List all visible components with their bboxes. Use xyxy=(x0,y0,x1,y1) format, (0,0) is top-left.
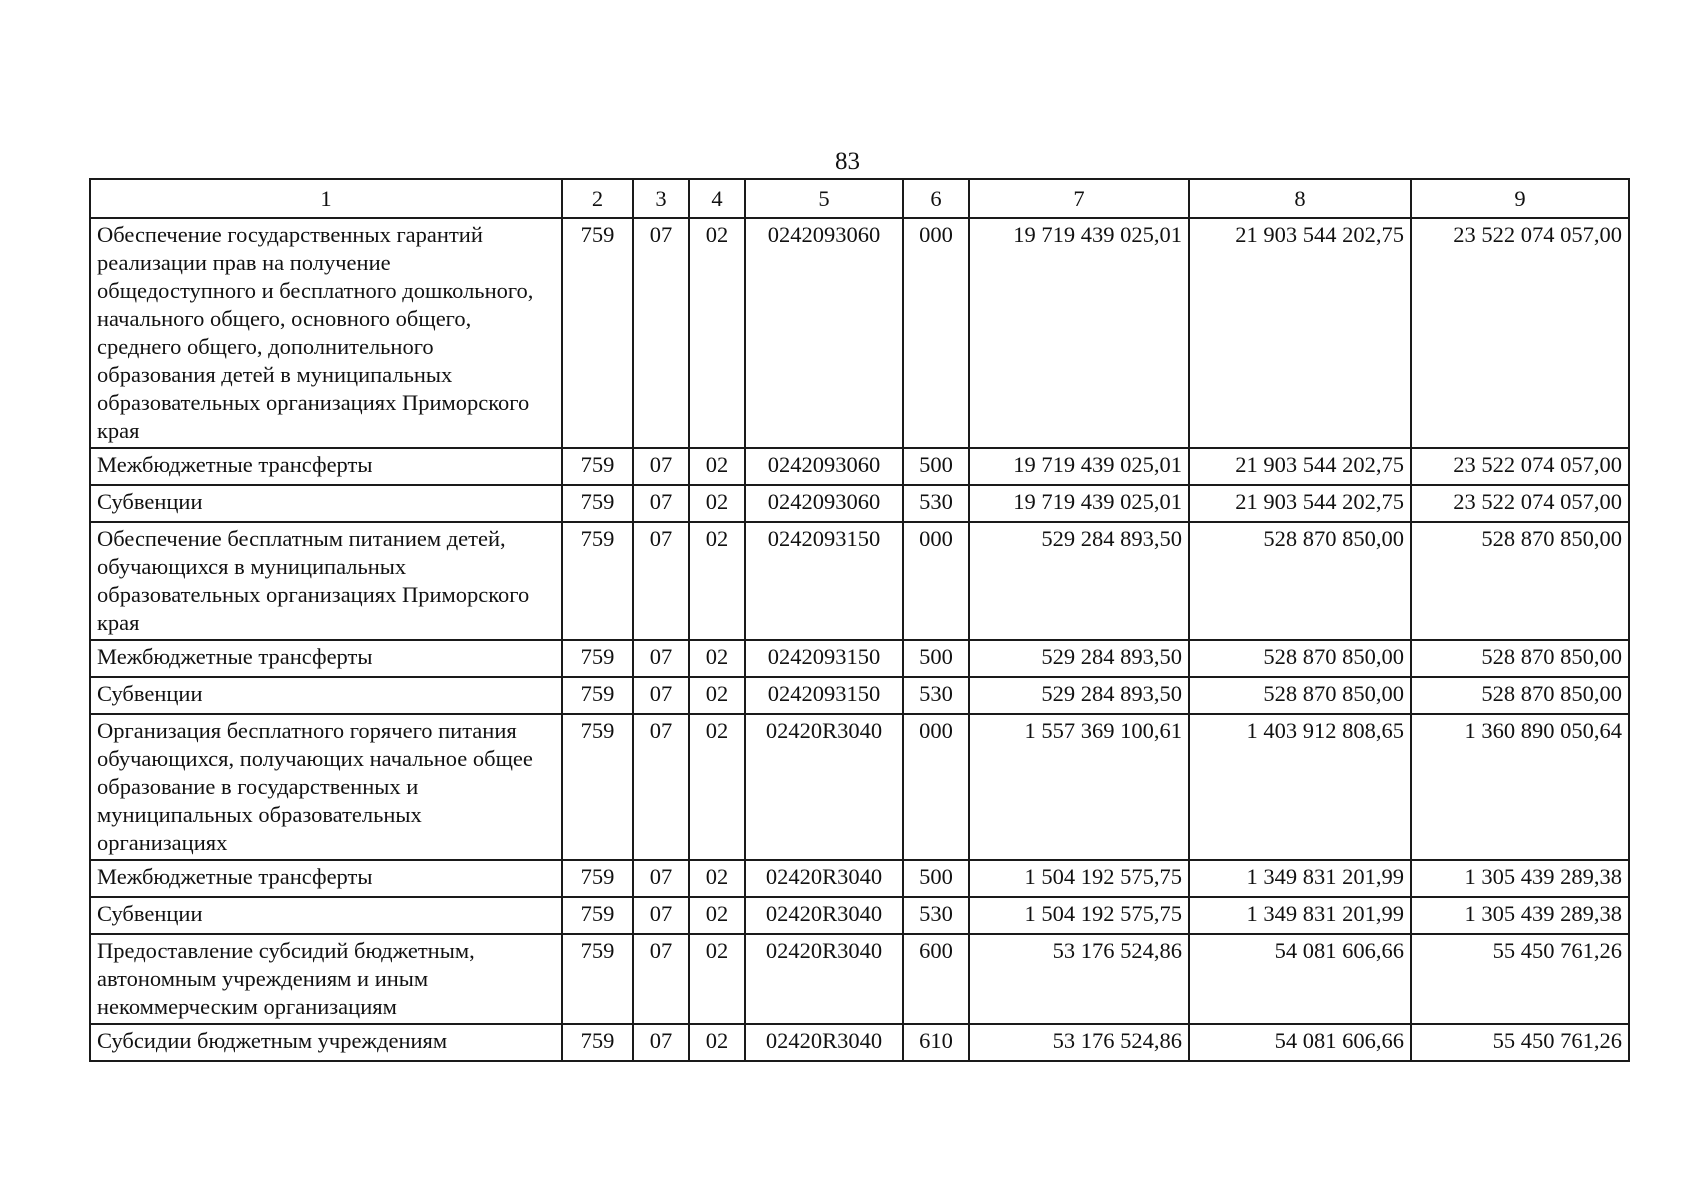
amount-col7: 1 504 192 575,75 xyxy=(969,860,1189,897)
expense-type-code: 600 xyxy=(903,934,969,1024)
section-code: 07 xyxy=(633,448,689,485)
expense-type-code: 530 xyxy=(903,677,969,714)
target-article-code: 0242093060 xyxy=(745,485,903,522)
table-row xyxy=(90,860,1629,897)
amount-col8: 1 349 831 201,99 xyxy=(1189,860,1411,897)
row-name: Обеспечение государственных гарантий реализации прав на получение общедоступного и бесплатного дошкольного, начального общего, основного общего, среднего общего, дополнительного образования детей в муниципальных образовательных организациях Приморского края xyxy=(90,218,562,448)
table-row xyxy=(90,522,1629,640)
row-name: Субвенции xyxy=(90,677,562,714)
expense-type-code: 000 xyxy=(903,522,969,640)
amount-col7: 53 176 524,86 xyxy=(969,1024,1189,1061)
amount-col7: 529 284 893,50 xyxy=(969,640,1189,677)
row-name: Организация бесплатного горячего питания обучающихся, получающих начальное общее образование в государственных и муниципальных образовательных организациях xyxy=(90,714,562,860)
header-row xyxy=(90,179,1629,218)
amount-col8: 528 870 850,00 xyxy=(1189,640,1411,677)
ministry-code: 759 xyxy=(562,860,633,897)
target-article-code: 0242093060 xyxy=(745,218,903,448)
target-article-code: 02420R3040 xyxy=(745,1024,903,1061)
target-article-code: 02420R3040 xyxy=(745,897,903,934)
header-cell: 5 xyxy=(745,179,903,218)
subsection-code: 02 xyxy=(689,677,745,714)
target-article-code: 0242093150 xyxy=(745,640,903,677)
ministry-code: 759 xyxy=(562,934,633,1024)
amount-col7: 529 284 893,50 xyxy=(969,677,1189,714)
header-cell: 3 xyxy=(633,179,689,218)
subsection-code: 02 xyxy=(689,1024,745,1061)
target-article-code: 02420R3040 xyxy=(745,714,903,860)
amount-col7: 529 284 893,50 xyxy=(969,522,1189,640)
ministry-code: 759 xyxy=(562,640,633,677)
subsection-code: 02 xyxy=(689,485,745,522)
target-article-code: 02420R3040 xyxy=(745,934,903,1024)
section-code: 07 xyxy=(633,218,689,448)
expense-type-code: 500 xyxy=(903,860,969,897)
amount-col9: 55 450 761,26 xyxy=(1411,934,1629,1024)
amount-col7: 19 719 439 025,01 xyxy=(969,218,1189,448)
amount-col9: 23 522 074 057,00 xyxy=(1411,448,1629,485)
amount-col8: 1 403 912 808,65 xyxy=(1189,714,1411,860)
amount-col8: 21 903 544 202,75 xyxy=(1189,485,1411,522)
section-code: 07 xyxy=(633,1024,689,1061)
ministry-code: 759 xyxy=(562,485,633,522)
amount-col9: 23 522 074 057,00 xyxy=(1411,218,1629,448)
row-name: Субвенции xyxy=(90,897,562,934)
section-code: 07 xyxy=(633,934,689,1024)
amount-col7: 1 557 369 100,61 xyxy=(969,714,1189,860)
amount-col8: 21 903 544 202,75 xyxy=(1189,218,1411,448)
subsection-code: 02 xyxy=(689,522,745,640)
row-name: Межбюджетные трансферты xyxy=(90,860,562,897)
expense-type-code: 000 xyxy=(903,714,969,860)
amount-col7: 19 719 439 025,01 xyxy=(969,448,1189,485)
amount-col9: 1 305 439 289,38 xyxy=(1411,897,1629,934)
target-article-code: 02420R3040 xyxy=(745,860,903,897)
amount-col7: 1 504 192 575,75 xyxy=(969,897,1189,934)
ministry-code: 759 xyxy=(562,714,633,860)
amount-col9: 1 305 439 289,38 xyxy=(1411,860,1629,897)
header-cell: 7 xyxy=(969,179,1189,218)
amount-col8: 528 870 850,00 xyxy=(1189,677,1411,714)
amount-col9: 23 522 074 057,00 xyxy=(1411,485,1629,522)
section-code: 07 xyxy=(633,485,689,522)
section-code: 07 xyxy=(633,640,689,677)
amount-col8: 54 081 606,66 xyxy=(1189,934,1411,1024)
amount-col8: 1 349 831 201,99 xyxy=(1189,897,1411,934)
row-name: Межбюджетные трансферты xyxy=(90,448,562,485)
expense-type-code: 610 xyxy=(903,1024,969,1061)
ministry-code: 759 xyxy=(562,1024,633,1061)
amount-col7: 53 176 524,86 xyxy=(969,934,1189,1024)
target-article-code: 0242093150 xyxy=(745,522,903,640)
row-name: Субсидии бюджетным учреждениям xyxy=(90,1024,562,1061)
row-name: Межбюджетные трансферты xyxy=(90,640,562,677)
row-name: Субвенции xyxy=(90,485,562,522)
row-name: Предоставление субсидий бюджетным, автономным учреждениям и иным некоммерческим организациям xyxy=(90,934,562,1024)
table-row xyxy=(90,897,1629,934)
ministry-code: 759 xyxy=(562,522,633,640)
table-row xyxy=(90,714,1629,860)
header-cell: 1 xyxy=(90,179,562,218)
ministry-code: 759 xyxy=(562,448,633,485)
section-code: 07 xyxy=(633,860,689,897)
subsection-code: 02 xyxy=(689,640,745,677)
amount-col9: 1 360 890 050,64 xyxy=(1411,714,1629,860)
budget-table xyxy=(89,178,1630,1062)
table-row xyxy=(90,677,1629,714)
subsection-code: 02 xyxy=(689,897,745,934)
subsection-code: 02 xyxy=(689,218,745,448)
expense-type-code: 530 xyxy=(903,897,969,934)
expense-type-code: 000 xyxy=(903,218,969,448)
header-cell: 4 xyxy=(689,179,745,218)
header-cell: 8 xyxy=(1189,179,1411,218)
amount-col9: 55 450 761,26 xyxy=(1411,1024,1629,1061)
amount-col8: 528 870 850,00 xyxy=(1189,522,1411,640)
amount-col8: 54 081 606,66 xyxy=(1189,1024,1411,1061)
target-article-code: 0242093150 xyxy=(745,677,903,714)
subsection-code: 02 xyxy=(689,448,745,485)
amount-col7: 19 719 439 025,01 xyxy=(969,485,1189,522)
expense-type-code: 500 xyxy=(903,640,969,677)
amount-col9: 528 870 850,00 xyxy=(1411,522,1629,640)
table-body xyxy=(90,218,1629,1061)
header-cell: 6 xyxy=(903,179,969,218)
expense-type-code: 500 xyxy=(903,448,969,485)
table-row xyxy=(90,448,1629,485)
amount-col9: 528 870 850,00 xyxy=(1411,677,1629,714)
subsection-code: 02 xyxy=(689,934,745,1024)
ministry-code: 759 xyxy=(562,897,633,934)
section-code: 07 xyxy=(633,522,689,640)
target-article-code: 0242093060 xyxy=(745,448,903,485)
section-code: 07 xyxy=(633,897,689,934)
section-code: 07 xyxy=(633,714,689,860)
page-number: 83 xyxy=(835,148,860,175)
table-row xyxy=(90,218,1629,448)
row-name: Обеспечение бесплатным питанием детей, обучающихся в муниципальных образовательных организациях Приморского края xyxy=(90,522,562,640)
ministry-code: 759 xyxy=(562,218,633,448)
table-row xyxy=(90,640,1629,677)
amount-col8: 21 903 544 202,75 xyxy=(1189,448,1411,485)
header-cell: 2 xyxy=(562,179,633,218)
ministry-code: 759 xyxy=(562,677,633,714)
subsection-code: 02 xyxy=(689,714,745,860)
section-code: 07 xyxy=(633,677,689,714)
table-row xyxy=(90,934,1629,1024)
amount-col9: 528 870 850,00 xyxy=(1411,640,1629,677)
table-row xyxy=(90,485,1629,522)
subsection-code: 02 xyxy=(689,860,745,897)
expense-type-code: 530 xyxy=(903,485,969,522)
table-row xyxy=(90,1024,1629,1061)
header-cell: 9 xyxy=(1411,179,1629,218)
